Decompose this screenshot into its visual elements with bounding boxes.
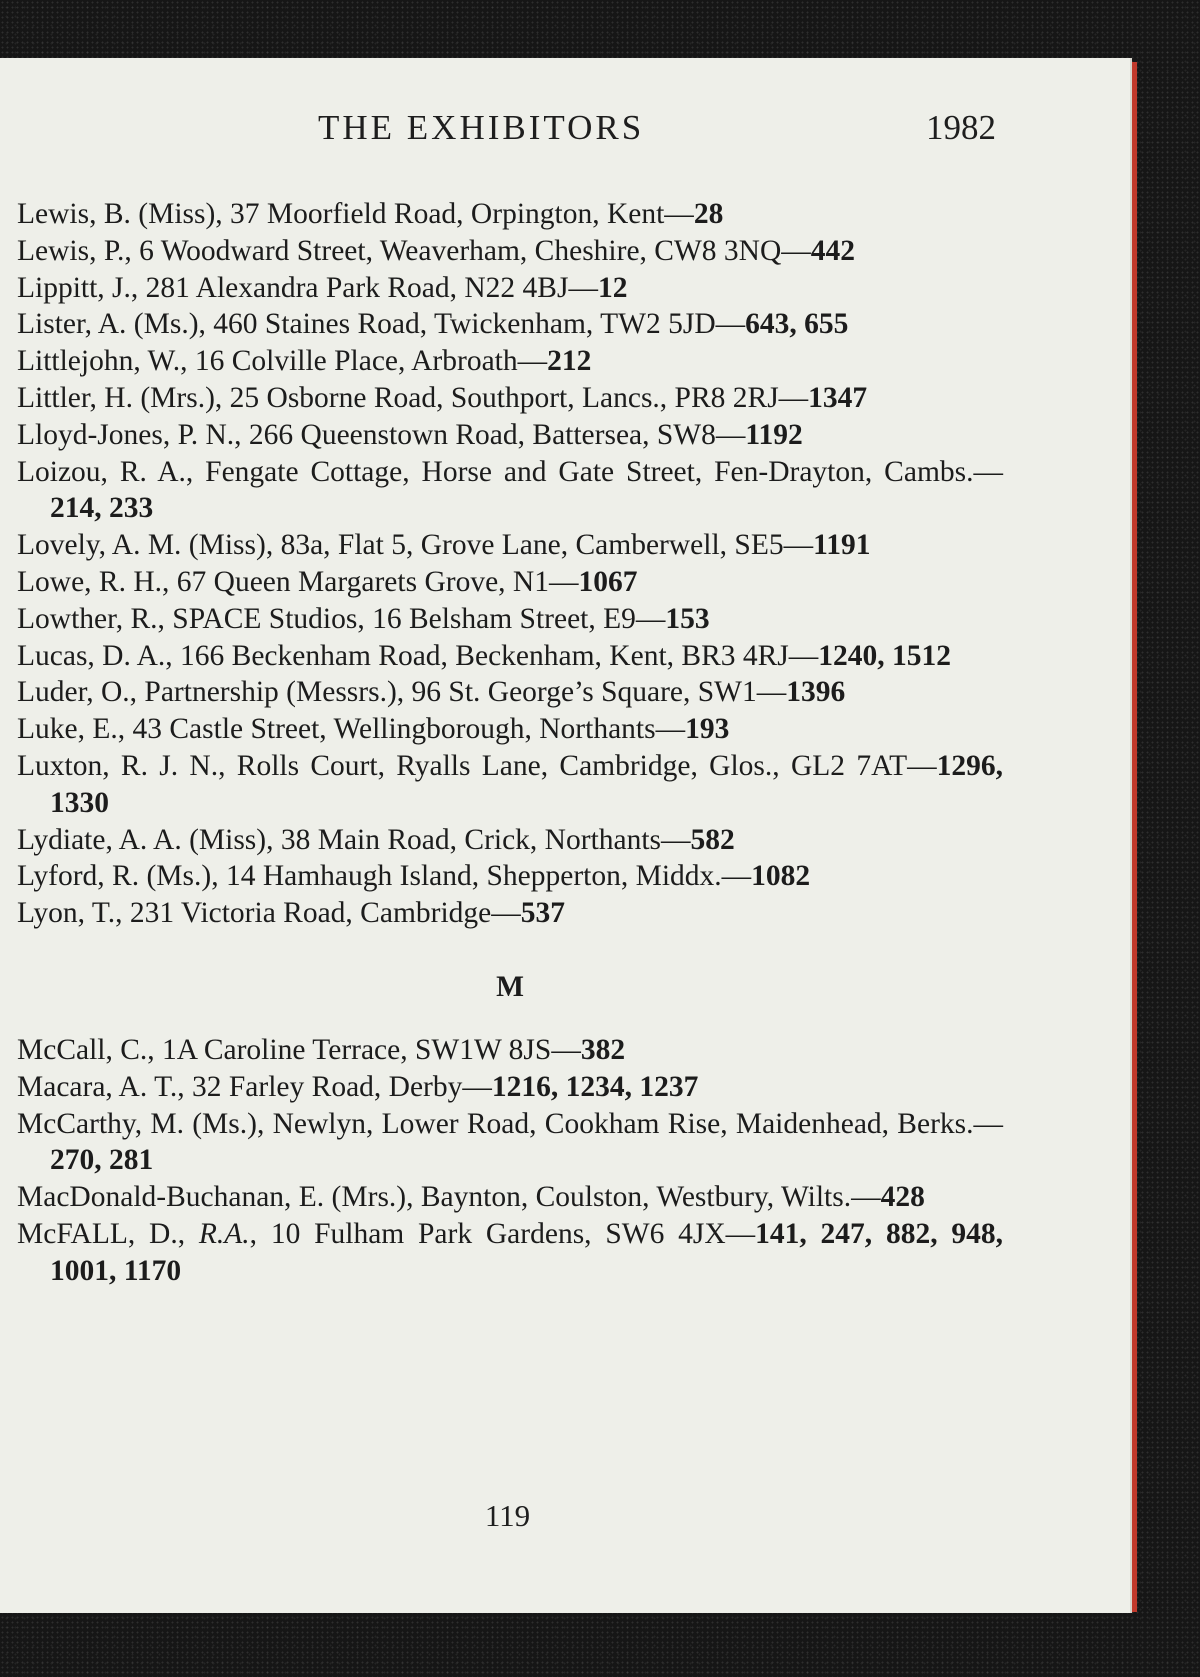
entry-text: Lyon, T., 231 Victoria Road, Cambridge— (17, 897, 521, 930)
entry-name: McFALL, D., (17, 1217, 199, 1250)
exhibitor-entry (17, 196, 1003, 233)
exhibitor-entry (17, 1179, 1003, 1216)
exhibitor-entry (17, 454, 1003, 528)
entry-catalogue-numbers: 1396 (786, 676, 846, 709)
exhibitor-entry (17, 1032, 1003, 1069)
page-number: 119 (484, 1498, 531, 1533)
entry-catalogue-numbers: 1296, 1330 (50, 749, 1003, 819)
entry-text: Lippitt, J., 281 Alexandra Park Road, N22 4BJ— (17, 271, 598, 304)
entry-catalogue-numbers: 214, 233 (50, 492, 154, 525)
exhibitor-entry (17, 306, 1003, 343)
entry-honour: R.A. (198, 1217, 250, 1250)
section-letter: M (496, 970, 524, 1003)
entry-address: , 10 Fulham Park Gardens, SW6 4JX— (249, 1217, 756, 1250)
exhibitor-entry (17, 270, 1003, 307)
exhibitor-entry (17, 417, 1003, 454)
exhibitor-entry (17, 1069, 1003, 1106)
entry-text: McCarthy, M. (Ms.), Newlyn, Lower Road, Cookham Rise, Maidenhead, Berks.— (17, 1107, 1003, 1140)
entry-text: Lloyd-Jones, P. N., 266 Queenstown Road, Battersea, SW8— (17, 418, 746, 451)
entry-text: McCall, C., 1A Caroline Terrace, SW1W 8JS— (17, 1033, 581, 1066)
entry-catalogue-numbers: 212 (547, 345, 592, 378)
entry-catalogue-numbers: 1191 (813, 529, 871, 562)
entry-text: Lowe, R. H., 67 Queen Margarets Grove, N1— (17, 565, 579, 598)
entry-catalogue-numbers: 141, 247, 882, 948, 1001, 1170 (50, 1217, 1003, 1287)
exhibitor-entry (17, 380, 1003, 417)
entry-text: Luder, O., Partnership (Messrs.), 96 St. George’s Square, SW1— (17, 676, 787, 709)
entry-text: Littler, H. (Mrs.), 25 Osborne Road, Southport, Lancs., PR8 2RJ— (17, 381, 809, 414)
exhibitor-entry (17, 343, 1003, 380)
entry-text: Lewis, P., 6 Woodward Street, Weaverham, Cheshire, CW8 3NQ— (17, 234, 811, 267)
entry-text: Littlejohn, W., 16 Colville Place, Arbroath— (17, 345, 548, 378)
exhibitor-entry (17, 711, 1003, 748)
entry-catalogue-numbers: 193 (685, 713, 730, 746)
running-head-title: THE EXHIBITORS (318, 108, 645, 147)
entry-text: Lowther, R., SPACE Studios, 16 Belsham Street, E9— (17, 602, 666, 635)
entry-text: Lister, A. (Ms.), 460 Staines Road, Twickenham, TW2 5JD— (17, 308, 746, 341)
exhibitor-entry (17, 233, 1003, 270)
entry-catalogue-numbers: 582 (690, 823, 735, 856)
entry-text: Lyford, R. (Ms.), 14 Hamhaugh Island, Shepperton, Middx.— (17, 860, 752, 893)
entry-text: Luxton, R. J. N., Rolls Court, Ryalls Lane, Cambridge, Glos., GL2 7AT— (17, 749, 937, 782)
exhibitor-entry (17, 638, 1003, 675)
entry-catalogue-numbers: 1347 (808, 381, 868, 414)
entry-catalogue-numbers: 270, 281 (50, 1144, 154, 1177)
entry-text: MacDonald-Buchanan, E. (Mrs.), Baynton, Coulston, Westbury, Wilts.— (17, 1181, 881, 1214)
entry-text: Lewis, B. (Miss), 37 Moorfield Road, Orpington, Kent— (17, 198, 694, 230)
page-edge (1132, 62, 1137, 1612)
entry-text: Loizou, R. A., Fengate Cottage, Horse and Gate Street, Fen-Drayton, Cambs.— (17, 455, 1003, 488)
exhibitor-entry (17, 858, 1003, 895)
exhibitor-entry (17, 674, 1003, 711)
entry-catalogue-numbers: 442 (810, 234, 856, 267)
running-head-year: 1982 (926, 108, 996, 147)
entry-text: Lovely, A. M. (Miss), 83a, Flat 5, Grove Lane, Camberwell, SE5— (17, 529, 814, 562)
running-head (0, 108, 1000, 156)
exhibitor-entry (17, 564, 1003, 601)
exhibitor-entry (17, 1216, 1003, 1290)
exhibitor-entry (17, 822, 1003, 859)
exhibitor-entry (17, 601, 1003, 638)
entry-catalogue-numbers: 153 (665, 602, 710, 635)
exhibitor-list (17, 196, 1003, 1290)
exhibitor-entry (17, 527, 1003, 564)
entry-text: Macara, A. T., 32 Farley Road, Derby— (17, 1070, 492, 1103)
entry-text: Lydiate, A. A. (Miss), 38 Main Road, Crick, Northants— (17, 823, 691, 856)
exhibitor-entry (17, 1106, 1003, 1180)
exhibitor-entry (17, 895, 1003, 932)
entry-catalogue-numbers: 537 (520, 897, 566, 930)
entry-catalogue-numbers: 1216, 1234, 1237 (491, 1070, 699, 1103)
entry-catalogue-numbers: 643, 655 (745, 308, 849, 341)
exhibitor-list-l (17, 196, 1003, 932)
entry-catalogue-numbers: 382 (580, 1033, 626, 1066)
entry-catalogue-numbers: 12 (597, 271, 628, 304)
exhibitor-entry (17, 748, 1003, 822)
exhibitor-list-m (17, 1032, 1003, 1216)
entry-catalogue-numbers: 1082 (751, 860, 811, 893)
entry-catalogue-numbers: 28 (693, 198, 724, 230)
entry-catalogue-numbers: 1240, 1512 (818, 639, 952, 672)
entry-catalogue-numbers: 428 (880, 1181, 925, 1214)
entry-text: Luke, E., 43 Castle Street, Wellingborough, Northants— (17, 713, 686, 746)
entry-catalogue-numbers: 1067 (578, 565, 638, 598)
entry-text: Lucas, D. A., 166 Beckenham Road, Beckenham, Kent, BR3 4RJ— (17, 639, 819, 672)
entry-catalogue-numbers: 1192 (745, 418, 803, 451)
